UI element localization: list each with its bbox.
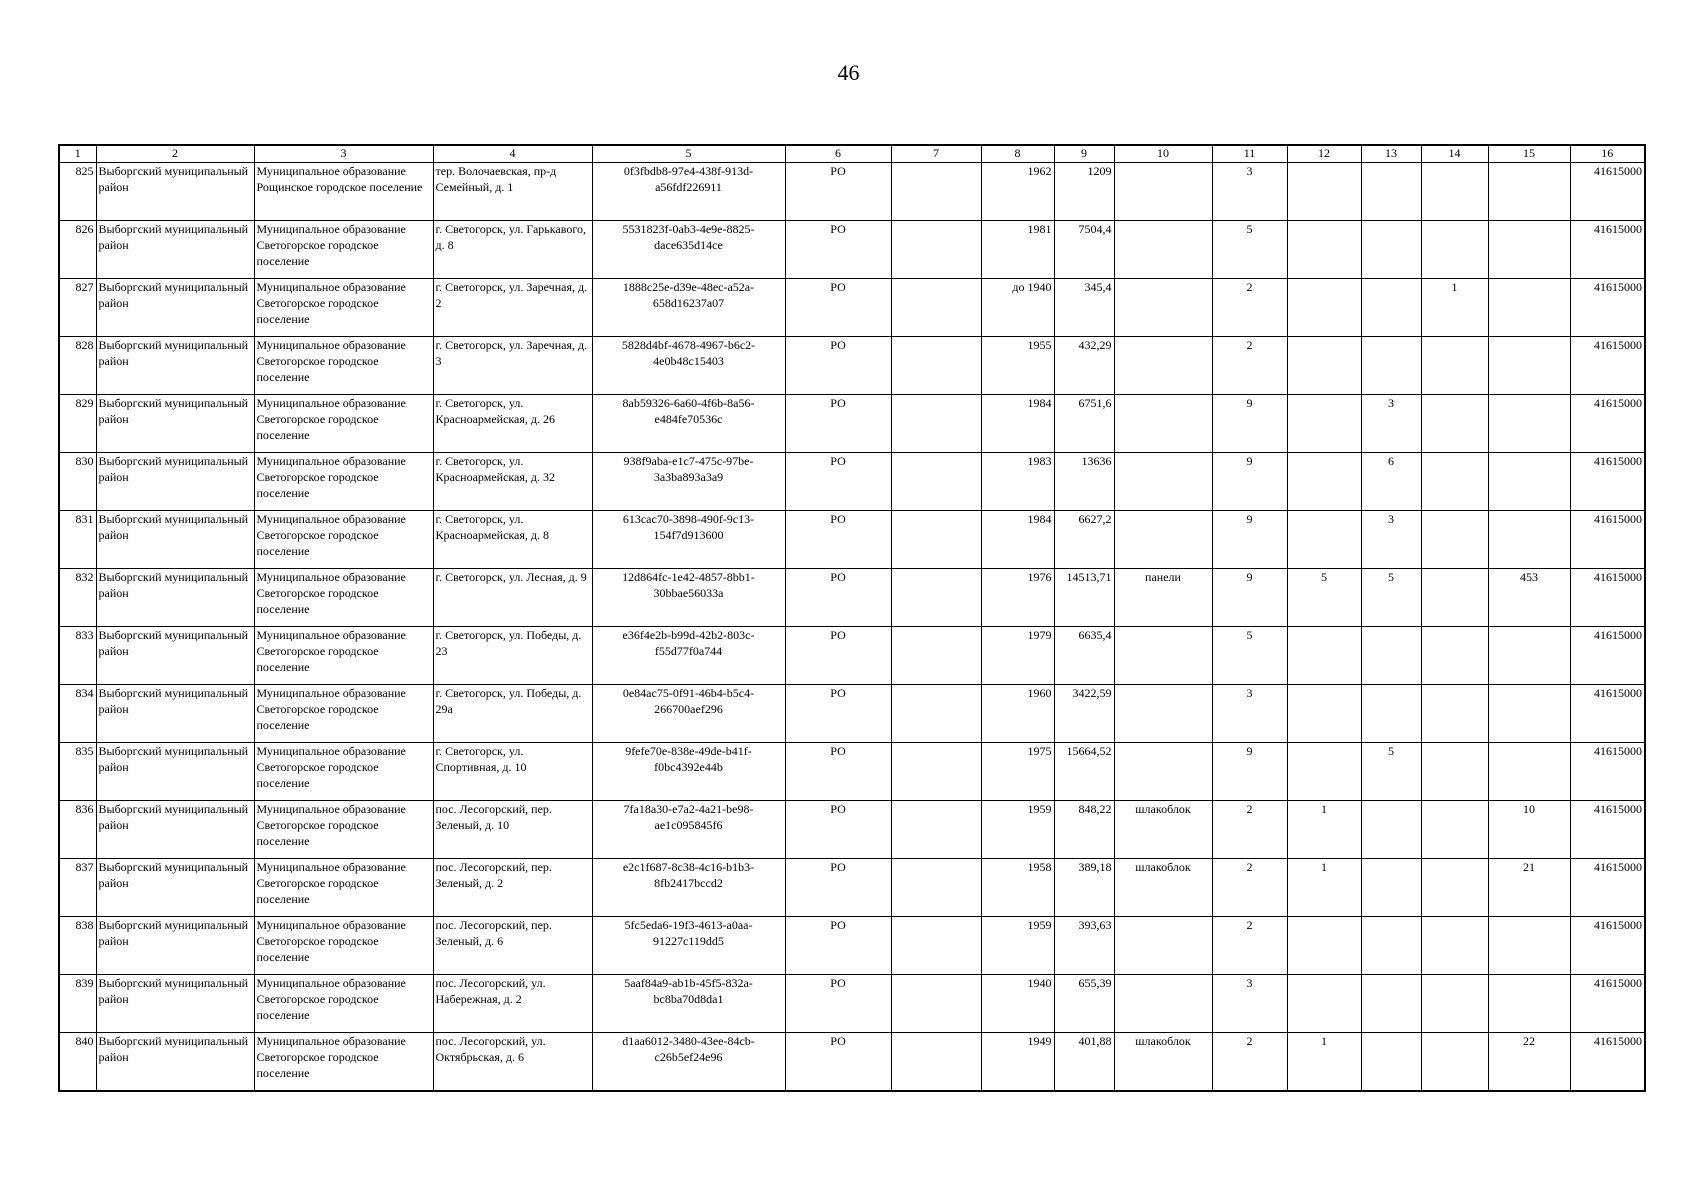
cell-col14 xyxy=(1421,395,1488,453)
cell-col11: 2 xyxy=(1212,1033,1287,1091)
cell-col11: 5 xyxy=(1212,221,1287,279)
cell-oktmo-code: 41615000 xyxy=(1570,221,1645,279)
cell-col12 xyxy=(1287,917,1361,975)
cell-col7 xyxy=(891,1033,981,1091)
cell-col14 xyxy=(1421,1033,1488,1091)
cell-municipality: Муниципальное образование Светогорское городское поселение xyxy=(254,453,433,511)
cell-col15 xyxy=(1488,221,1570,279)
table-row xyxy=(59,279,1645,337)
cell-district: Выборгский муниципальный район xyxy=(96,743,254,801)
cell-col15: 22 xyxy=(1488,1033,1570,1091)
cell-year-built: 1975 xyxy=(981,743,1054,801)
cell-col13 xyxy=(1361,221,1421,279)
cell-oktmo-code: 41615000 xyxy=(1570,453,1645,511)
table-row xyxy=(59,163,1645,221)
cell-col7 xyxy=(891,453,981,511)
cell-col12 xyxy=(1287,453,1361,511)
cell-row-number: 839 xyxy=(59,975,96,1033)
cell-year-built: 1981 xyxy=(981,221,1054,279)
cell-wall-material: шлакоблок xyxy=(1114,859,1212,917)
cell-col12 xyxy=(1287,337,1361,395)
cell-ro-code: РО xyxy=(785,743,891,801)
column-header-5: 5 xyxy=(592,145,785,163)
column-header-11: 11 xyxy=(1212,145,1287,163)
cell-col15 xyxy=(1488,163,1570,221)
cell-district: Выборгский муниципальный район xyxy=(96,279,254,337)
cell-municipality: Муниципальное образование Светогорское городское поселение xyxy=(254,221,433,279)
cell-col14 xyxy=(1421,685,1488,743)
cell-col12 xyxy=(1287,627,1361,685)
cell-col11: 9 xyxy=(1212,569,1287,627)
cell-guid: 0e84ac75-0f91-46b4-b5c4-266700aef296 xyxy=(592,685,785,743)
cell-col13 xyxy=(1361,859,1421,917)
cell-guid: 5fc5eda6-19f3-4613-a0aa-91227c119dd5 xyxy=(592,917,785,975)
cell-col13: 5 xyxy=(1361,569,1421,627)
cell-col14 xyxy=(1421,221,1488,279)
cell-col14 xyxy=(1421,163,1488,221)
column-header-2: 2 xyxy=(96,145,254,163)
cell-year-built: 1958 xyxy=(981,859,1054,917)
cell-col11: 2 xyxy=(1212,279,1287,337)
cell-district: Выборгский муниципальный район xyxy=(96,569,254,627)
cell-year-built: 1962 xyxy=(981,163,1054,221)
cell-col15: 453 xyxy=(1488,569,1570,627)
cell-guid: d1aa6012-3480-43ee-84cb-c26b5ef24e96 xyxy=(592,1033,785,1091)
cell-col15 xyxy=(1488,685,1570,743)
cell-wall-material xyxy=(1114,221,1212,279)
cell-ro-code: РО xyxy=(785,163,891,221)
table-row xyxy=(59,859,1645,917)
cell-area: 6751,6 xyxy=(1054,395,1114,453)
cell-year-built: 1955 xyxy=(981,337,1054,395)
table-row xyxy=(59,1033,1645,1091)
cell-oktmo-code: 41615000 xyxy=(1570,859,1645,917)
cell-year-built: 1959 xyxy=(981,801,1054,859)
cell-col11: 3 xyxy=(1212,975,1287,1033)
cell-row-number: 827 xyxy=(59,279,96,337)
cell-col13: 5 xyxy=(1361,743,1421,801)
cell-municipality: Муниципальное образование Светогорское городское поселение xyxy=(254,627,433,685)
cell-wall-material: панели xyxy=(1114,569,1212,627)
cell-col13: 3 xyxy=(1361,511,1421,569)
cell-district: Выборгский муниципальный район xyxy=(96,221,254,279)
cell-guid: 1888c25e-d39e-48ec-a52a-658d16237a07 xyxy=(592,279,785,337)
cell-col12: 1 xyxy=(1287,859,1361,917)
cell-oktmo-code: 41615000 xyxy=(1570,569,1645,627)
cell-municipality: Муниципальное образование Светогорское городское поселение xyxy=(254,279,433,337)
cell-wall-material xyxy=(1114,917,1212,975)
cell-area: 13636 xyxy=(1054,453,1114,511)
cell-address: пос. Лесогорский, пер. Зеленый, д. 6 xyxy=(433,917,592,975)
cell-district: Выборгский муниципальный район xyxy=(96,917,254,975)
cell-address: г. Светогорск, ул. Заречная, д. 2 xyxy=(433,279,592,337)
cell-col15 xyxy=(1488,917,1570,975)
cell-col13 xyxy=(1361,1033,1421,1091)
cell-wall-material xyxy=(1114,163,1212,221)
cell-municipality: Муниципальное образование Светогорское городское поселение xyxy=(254,569,433,627)
cell-col13 xyxy=(1361,685,1421,743)
cell-wall-material xyxy=(1114,743,1212,801)
cell-oktmo-code: 41615000 xyxy=(1570,801,1645,859)
table-row xyxy=(59,337,1645,395)
cell-area: 393,63 xyxy=(1054,917,1114,975)
cell-row-number: 840 xyxy=(59,1033,96,1091)
cell-row-number: 838 xyxy=(59,917,96,975)
housing-registry-table xyxy=(58,144,1646,1092)
cell-col13 xyxy=(1361,163,1421,221)
cell-ro-code: РО xyxy=(785,569,891,627)
cell-col12 xyxy=(1287,511,1361,569)
cell-district: Выборгский муниципальный район xyxy=(96,453,254,511)
cell-col13 xyxy=(1361,627,1421,685)
cell-municipality: Муниципальное образование Светогорское городское поселение xyxy=(254,511,433,569)
cell-municipality: Муниципальное образование Рощинское городское поселение xyxy=(254,163,433,221)
cell-ro-code: РО xyxy=(785,453,891,511)
cell-municipality: Муниципальное образование Светогорское городское поселение xyxy=(254,395,433,453)
column-header-8: 8 xyxy=(981,145,1054,163)
cell-guid: 9fefe70e-838e-49de-b41f-f0bc4392e44b xyxy=(592,743,785,801)
column-header-12: 12 xyxy=(1287,145,1361,163)
cell-municipality: Муниципальное образование Светогорское городское поселение xyxy=(254,685,433,743)
table-row xyxy=(59,685,1645,743)
cell-oktmo-code: 41615000 xyxy=(1570,337,1645,395)
cell-col7 xyxy=(891,627,981,685)
cell-col15 xyxy=(1488,743,1570,801)
cell-col15 xyxy=(1488,511,1570,569)
cell-area: 345,4 xyxy=(1054,279,1114,337)
cell-address: г. Светогорск, ул. Победы, д. 29а xyxy=(433,685,592,743)
cell-ro-code: РО xyxy=(785,859,891,917)
cell-col12 xyxy=(1287,395,1361,453)
cell-ro-code: РО xyxy=(785,627,891,685)
column-header-9: 9 xyxy=(1054,145,1114,163)
cell-col13: 6 xyxy=(1361,453,1421,511)
cell-col15 xyxy=(1488,453,1570,511)
table-row xyxy=(59,975,1645,1033)
cell-area: 1209 xyxy=(1054,163,1114,221)
page-number: 46 xyxy=(837,60,860,85)
cell-col12 xyxy=(1287,743,1361,801)
table-row xyxy=(59,511,1645,569)
table-row xyxy=(59,627,1645,685)
cell-wall-material xyxy=(1114,511,1212,569)
cell-guid: 12d864fc-1e42-4857-8bb1-30bbae56033a xyxy=(592,569,785,627)
cell-col7 xyxy=(891,395,981,453)
cell-municipality: Муниципальное образование Светогорское городское поселение xyxy=(254,859,433,917)
cell-address: пос. Лесогорский, пер. Зеленый, д. 2 xyxy=(433,859,592,917)
cell-district: Выборгский муниципальный район xyxy=(96,163,254,221)
cell-address: г. Светогорск, ул. Красноармейская, д. 8 xyxy=(433,511,592,569)
cell-col7 xyxy=(891,221,981,279)
cell-col7 xyxy=(891,801,981,859)
cell-col7 xyxy=(891,917,981,975)
cell-col14: 1 xyxy=(1421,279,1488,337)
cell-address: пос. Лесогорский, ул. Октябрьская, д. 6 xyxy=(433,1033,592,1091)
column-header-6: 6 xyxy=(785,145,891,163)
cell-year-built: 1984 xyxy=(981,395,1054,453)
cell-ro-code: РО xyxy=(785,917,891,975)
cell-year-built: 1960 xyxy=(981,685,1054,743)
table-row xyxy=(59,569,1645,627)
cell-municipality: Муниципальное образование Светогорское городское поселение xyxy=(254,1033,433,1091)
cell-ro-code: РО xyxy=(785,279,891,337)
cell-address: г. Светогорск, ул. Спортивная, д. 10 xyxy=(433,743,592,801)
cell-ro-code: РО xyxy=(785,685,891,743)
column-header-1: 1 xyxy=(59,145,96,163)
cell-area: 401,88 xyxy=(1054,1033,1114,1091)
cell-wall-material xyxy=(1114,337,1212,395)
cell-ro-code: РО xyxy=(785,801,891,859)
cell-col15 xyxy=(1488,627,1570,685)
cell-guid: 5531823f-0ab3-4e9e-8825-dace635d14ce xyxy=(592,221,785,279)
cell-guid: 7fa18a30-e7a2-4a21-be98-ae1c095845f6 xyxy=(592,801,785,859)
cell-col12 xyxy=(1287,163,1361,221)
cell-col14 xyxy=(1421,859,1488,917)
cell-guid: e2c1f687-8c38-4c16-b1b3-8fb2417bccd2 xyxy=(592,859,785,917)
cell-guid: e36f4e2b-b99d-42b2-803c-f55d77f0a744 xyxy=(592,627,785,685)
cell-col13 xyxy=(1361,975,1421,1033)
column-header-10: 10 xyxy=(1114,145,1212,163)
cell-col14 xyxy=(1421,337,1488,395)
cell-district: Выборгский муниципальный район xyxy=(96,1033,254,1091)
cell-col12 xyxy=(1287,279,1361,337)
table-row xyxy=(59,801,1645,859)
cell-col7 xyxy=(891,743,981,801)
cell-col12: 5 xyxy=(1287,569,1361,627)
cell-col15: 21 xyxy=(1488,859,1570,917)
cell-col12: 1 xyxy=(1287,1033,1361,1091)
cell-col11: 5 xyxy=(1212,627,1287,685)
cell-municipality: Муниципальное образование Светогорское городское поселение xyxy=(254,917,433,975)
cell-row-number: 835 xyxy=(59,743,96,801)
cell-col11: 2 xyxy=(1212,337,1287,395)
cell-col14 xyxy=(1421,511,1488,569)
cell-year-built: 1979 xyxy=(981,627,1054,685)
cell-row-number: 834 xyxy=(59,685,96,743)
cell-col11: 3 xyxy=(1212,163,1287,221)
table-row xyxy=(59,743,1645,801)
cell-wall-material xyxy=(1114,395,1212,453)
cell-guid: 8ab59326-6a60-4f6b-8a56-e484fe70536c xyxy=(592,395,785,453)
cell-oktmo-code: 41615000 xyxy=(1570,627,1645,685)
cell-ro-code: РО xyxy=(785,511,891,569)
cell-wall-material xyxy=(1114,279,1212,337)
cell-address: г. Светогорск, ул. Заречная, д. 3 xyxy=(433,337,592,395)
cell-address: г. Светогорск, ул. Красноармейская, д. 32 xyxy=(433,453,592,511)
cell-col7 xyxy=(891,511,981,569)
cell-row-number: 828 xyxy=(59,337,96,395)
cell-district: Выборгский муниципальный район xyxy=(96,511,254,569)
table-row xyxy=(59,453,1645,511)
cell-oktmo-code: 41615000 xyxy=(1570,511,1645,569)
cell-address: тер. Волочаевская, пр-д Семейный, д. 1 xyxy=(433,163,592,221)
cell-col15 xyxy=(1488,395,1570,453)
cell-row-number: 829 xyxy=(59,395,96,453)
cell-oktmo-code: 41615000 xyxy=(1570,1033,1645,1091)
cell-col11: 2 xyxy=(1212,859,1287,917)
cell-wall-material: шлакоблок xyxy=(1114,1033,1212,1091)
cell-area: 655,39 xyxy=(1054,975,1114,1033)
cell-district: Выборгский муниципальный район xyxy=(96,801,254,859)
cell-year-built: 1959 xyxy=(981,917,1054,975)
column-header-13: 13 xyxy=(1361,145,1421,163)
table-row xyxy=(59,221,1645,279)
cell-district: Выборгский муниципальный район xyxy=(96,859,254,917)
column-header-4: 4 xyxy=(433,145,592,163)
cell-col7 xyxy=(891,337,981,395)
cell-col7 xyxy=(891,163,981,221)
cell-col13 xyxy=(1361,337,1421,395)
column-header-3: 3 xyxy=(254,145,433,163)
cell-col11: 9 xyxy=(1212,743,1287,801)
cell-col7 xyxy=(891,569,981,627)
cell-guid: 5aaf84a9-ab1b-45f5-832a-bc8ba70d8da1 xyxy=(592,975,785,1033)
cell-col14 xyxy=(1421,975,1488,1033)
cell-row-number: 836 xyxy=(59,801,96,859)
cell-address: г. Светогорск, ул. Лесная, д. 9 xyxy=(433,569,592,627)
cell-district: Выборгский муниципальный район xyxy=(96,975,254,1033)
cell-col14 xyxy=(1421,801,1488,859)
cell-col7 xyxy=(891,279,981,337)
cell-col15 xyxy=(1488,279,1570,337)
cell-ro-code: РО xyxy=(785,1033,891,1091)
cell-year-built: 1984 xyxy=(981,511,1054,569)
cell-area: 7504,4 xyxy=(1054,221,1114,279)
cell-area: 3422,59 xyxy=(1054,685,1114,743)
cell-area: 6627,2 xyxy=(1054,511,1114,569)
cell-address: пос. Лесогорский, ул. Набережная, д. 2 xyxy=(433,975,592,1033)
cell-ro-code: РО xyxy=(785,395,891,453)
cell-oktmo-code: 41615000 xyxy=(1570,743,1645,801)
cell-oktmo-code: 41615000 xyxy=(1570,279,1645,337)
cell-area: 15664,52 xyxy=(1054,743,1114,801)
cell-wall-material: шлакоблок xyxy=(1114,801,1212,859)
cell-col11: 2 xyxy=(1212,801,1287,859)
cell-col12 xyxy=(1287,975,1361,1033)
cell-oktmo-code: 41615000 xyxy=(1570,685,1645,743)
cell-row-number: 825 xyxy=(59,163,96,221)
cell-ro-code: РО xyxy=(785,221,891,279)
cell-row-number: 833 xyxy=(59,627,96,685)
cell-guid: 0f3fbdb8-97e4-438f-913d-a56fdf226911 xyxy=(592,163,785,221)
cell-col13 xyxy=(1361,279,1421,337)
cell-col12: 1 xyxy=(1287,801,1361,859)
cell-area: 389,18 xyxy=(1054,859,1114,917)
cell-wall-material xyxy=(1114,685,1212,743)
cell-col7 xyxy=(891,975,981,1033)
cell-col13 xyxy=(1361,801,1421,859)
cell-year-built: 1940 xyxy=(981,975,1054,1033)
cell-guid: 938f9aba-e1c7-475c-97be-3a3ba893a3a9 xyxy=(592,453,785,511)
cell-year-built: до 1940 xyxy=(981,279,1054,337)
cell-address: г. Светогорск, ул. Гарькавого, д. 8 xyxy=(433,221,592,279)
column-number-row xyxy=(59,145,1645,163)
cell-oktmo-code: 41615000 xyxy=(1570,917,1645,975)
cell-col11: 3 xyxy=(1212,685,1287,743)
cell-col15 xyxy=(1488,337,1570,395)
cell-year-built: 1976 xyxy=(981,569,1054,627)
cell-row-number: 830 xyxy=(59,453,96,511)
table-row xyxy=(59,917,1645,975)
column-header-15: 15 xyxy=(1488,145,1570,163)
cell-col15: 10 xyxy=(1488,801,1570,859)
cell-row-number: 832 xyxy=(59,569,96,627)
cell-oktmo-code: 41615000 xyxy=(1570,975,1645,1033)
cell-col14 xyxy=(1421,453,1488,511)
cell-municipality: Муниципальное образование Светогорское городское поселение xyxy=(254,337,433,395)
cell-district: Выборгский муниципальный район xyxy=(96,337,254,395)
cell-col14 xyxy=(1421,569,1488,627)
cell-address: г. Светогорск, ул. Победы, д. 23 xyxy=(433,627,592,685)
column-header-7: 7 xyxy=(891,145,981,163)
cell-year-built: 1949 xyxy=(981,1033,1054,1091)
cell-address: пос. Лесогорский, пер. Зеленый, д. 10 xyxy=(433,801,592,859)
cell-area: 848,22 xyxy=(1054,801,1114,859)
cell-col11: 9 xyxy=(1212,511,1287,569)
cell-wall-material xyxy=(1114,975,1212,1033)
cell-district: Выборгский муниципальный район xyxy=(96,627,254,685)
cell-address: г. Светогорск, ул. Красноармейская, д. 26 xyxy=(433,395,592,453)
cell-col13 xyxy=(1361,917,1421,975)
column-header-16: 16 xyxy=(1570,145,1645,163)
cell-col12 xyxy=(1287,221,1361,279)
cell-col13: 3 xyxy=(1361,395,1421,453)
cell-col11: 2 xyxy=(1212,917,1287,975)
cell-wall-material xyxy=(1114,453,1212,511)
cell-col15 xyxy=(1488,975,1570,1033)
cell-municipality: Муниципальное образование Светогорское городское поселение xyxy=(254,975,433,1033)
cell-guid: 5828d4bf-4678-4967-b6c2-4e0b48c15403 xyxy=(592,337,785,395)
cell-col7 xyxy=(891,859,981,917)
cell-year-built: 1983 xyxy=(981,453,1054,511)
cell-ro-code: РО xyxy=(785,337,891,395)
cell-oktmo-code: 41615000 xyxy=(1570,395,1645,453)
cell-col14 xyxy=(1421,743,1488,801)
cell-row-number: 837 xyxy=(59,859,96,917)
cell-ro-code: РО xyxy=(785,975,891,1033)
cell-area: 6635,4 xyxy=(1054,627,1114,685)
cell-district: Выборгский муниципальный район xyxy=(96,685,254,743)
cell-oktmo-code: 41615000 xyxy=(1570,163,1645,221)
cell-col11: 9 xyxy=(1212,395,1287,453)
column-header-14: 14 xyxy=(1421,145,1488,163)
cell-col12 xyxy=(1287,685,1361,743)
cell-row-number: 826 xyxy=(59,221,96,279)
cell-col14 xyxy=(1421,917,1488,975)
cell-guid: 613cac70-3898-490f-9c13-154f7d913600 xyxy=(592,511,785,569)
cell-district: Выборгский муниципальный район xyxy=(96,395,254,453)
table-row xyxy=(59,395,1645,453)
cell-area: 14513,71 xyxy=(1054,569,1114,627)
cell-col11: 9 xyxy=(1212,453,1287,511)
cell-row-number: 831 xyxy=(59,511,96,569)
cell-wall-material xyxy=(1114,627,1212,685)
cell-col7 xyxy=(891,685,981,743)
cell-area: 432,29 xyxy=(1054,337,1114,395)
cell-municipality: Муниципальное образование Светогорское городское поселение xyxy=(254,743,433,801)
cell-municipality: Муниципальное образование Светогорское городское поселение xyxy=(254,801,433,859)
cell-col14 xyxy=(1421,627,1488,685)
